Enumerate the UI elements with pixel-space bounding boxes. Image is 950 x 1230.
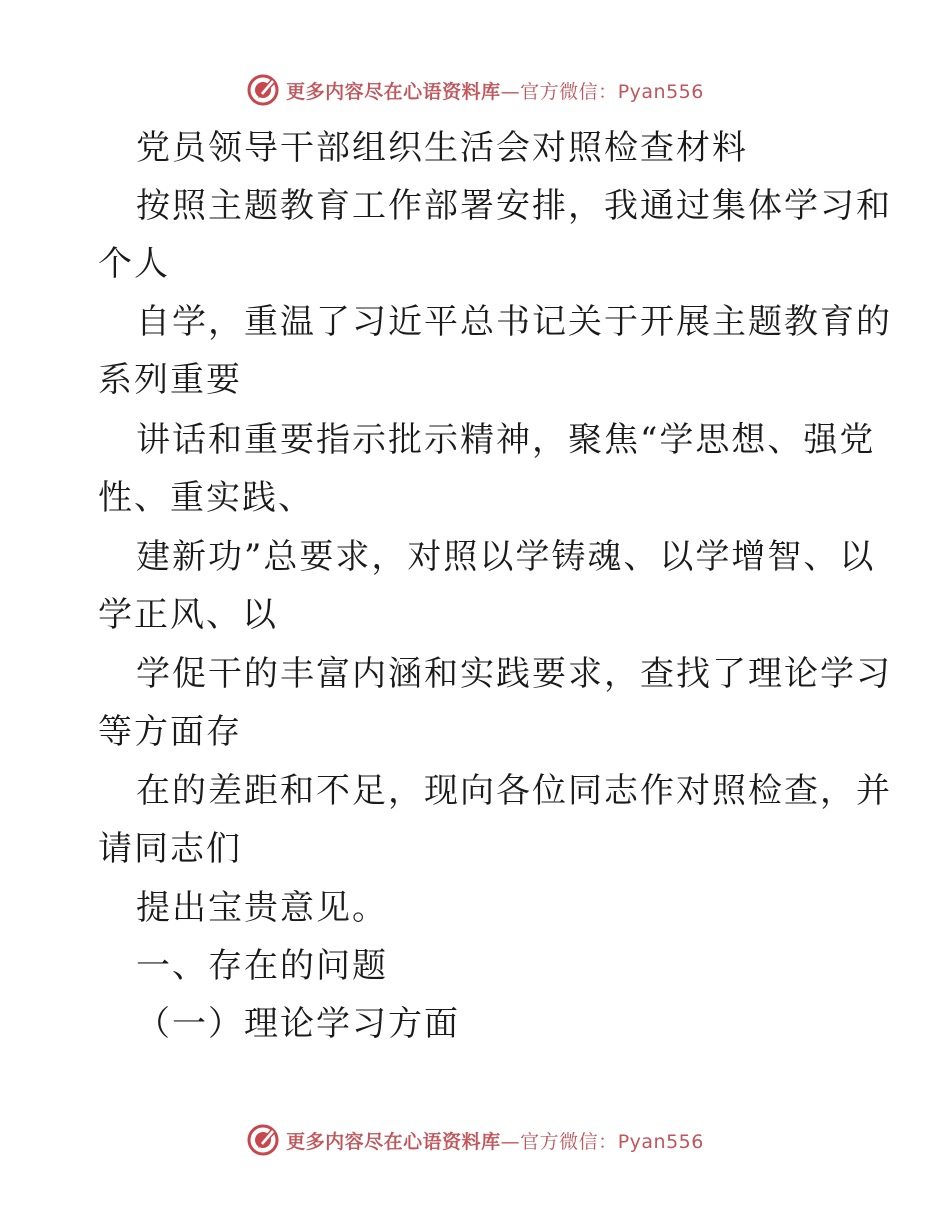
pen-logo-icon [246,73,280,107]
paragraph-line: 等方面存 [98,712,242,752]
subsection-heading: （一）理论学习方面 [136,1004,460,1044]
footer-banner-wechat: 官方微信： [520,1130,618,1153]
paragraph-line: 按照主题教育工作部署安排，我通过集体学习和 [136,186,892,226]
paragraph-line: 自学，重温了习近平总书记关于开展主题教育的 [136,302,892,342]
header-banner [0,68,950,112]
header-banner-title: 更多内容尽在心语资料库 [286,80,501,103]
footer-banner-title: 更多内容尽在心语资料库 [286,1130,501,1153]
paragraph-line: 系列重要 [98,360,242,400]
paragraph-line: 在的差距和不足，现向各位同志作对照检查，并 [136,771,892,811]
footer-banner [0,1118,950,1162]
header-banner-wechat: 官方微信： [520,80,618,103]
paragraph-line: 提出宝贵意见。 [136,888,388,928]
section-heading: 一、存在的问题 [136,946,388,986]
paragraph-line: 建新功”总要求，对照以学铸魂、以学增智、以 [136,537,876,577]
paragraph-line: 学正风、以 [98,595,278,635]
paragraph-line: 学促干的丰富内涵和实践要求，查找了理论学习 [136,654,892,694]
pen-logo-icon [246,1123,280,1157]
header-banner-dash: — [500,80,521,103]
paragraph-line: 请同志们 [98,829,242,869]
paragraph-line: 个人 [98,244,170,284]
document-title: 党员领导干部组织生活会对照检查材料 [136,128,748,168]
paragraph-line: 性、重实践、 [98,478,314,518]
footer-banner-dash: — [500,1130,521,1153]
footer-banner-text [286,1127,704,1154]
paragraph-line: 讲话和重要指示批示精神，聚焦“学思想、强党 [136,420,876,460]
header-banner-text [286,77,704,104]
footer-banner-account: Pyan556 [617,1130,704,1153]
header-banner-account: Pyan556 [617,80,704,103]
